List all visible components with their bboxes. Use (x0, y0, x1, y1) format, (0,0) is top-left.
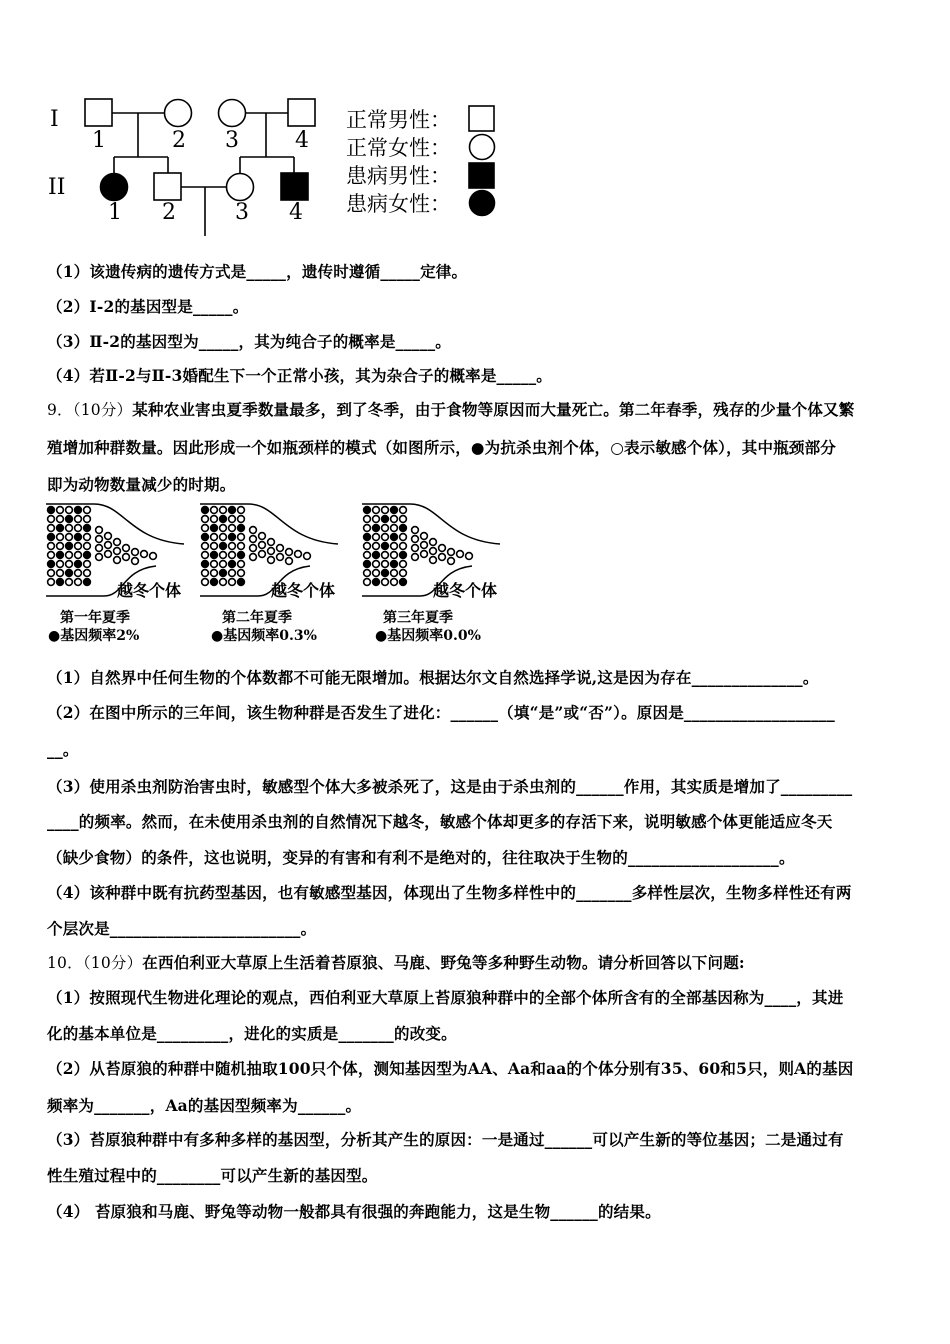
population-dot (364, 516, 371, 523)
q9-stem-line-3: 即为动物数量减少的时期。 (47, 475, 236, 494)
population-dot (382, 534, 389, 541)
population-dot (373, 507, 380, 514)
population-dot (430, 548, 437, 555)
population-dot (75, 570, 82, 577)
population-dot (268, 557, 275, 564)
population-dot (96, 545, 103, 552)
population-dot (220, 543, 227, 550)
population-dot (229, 552, 236, 559)
q10-item-2-cont: 频率为_______，Aa的基因型频率为______。 (47, 1096, 362, 1115)
population-dot (202, 525, 209, 532)
population-dot (202, 570, 209, 577)
population-dot (400, 525, 407, 532)
population-dot (211, 507, 218, 514)
population-dot (84, 570, 91, 577)
population-dot (48, 543, 55, 550)
gen-label-1: I (50, 107, 59, 132)
population-dot (229, 516, 236, 523)
population-dot (211, 552, 218, 559)
q8-item-4: （4）若Ⅱ-2与Ⅱ-3婚配生下一个正常小孩，其为杂合子的概率是_____。 (47, 366, 552, 385)
population-dot (412, 545, 419, 552)
population-dot (373, 534, 380, 541)
population-dot (75, 579, 82, 586)
population-dot (391, 561, 398, 568)
population-dot (268, 548, 275, 555)
fig2-season: 第二年夏季 (222, 610, 292, 626)
population-dot (295, 551, 302, 558)
population-dot (373, 525, 380, 532)
population-dot (211, 516, 218, 523)
population-dot (400, 507, 407, 514)
population-dot (75, 552, 82, 559)
population-dot (364, 507, 371, 514)
population-dot (373, 561, 380, 568)
population-dot (421, 551, 428, 558)
q10-item-2: （2）从苔原狼的种群中随机抽取100只个体，测知基因型为AA、Aa和aa的个体分别有35、60和5只，则A的基因 (47, 1059, 854, 1078)
population-dot (220, 507, 227, 514)
population-dot (457, 551, 464, 558)
population-dot (57, 516, 64, 523)
population-dot (238, 534, 245, 541)
population-dot (229, 579, 236, 586)
population-dot (105, 542, 112, 549)
population-dot (48, 579, 55, 586)
population-dot (57, 534, 64, 541)
population-dot (84, 543, 91, 550)
population-dot (391, 579, 398, 586)
gen1-male-4 (288, 99, 315, 126)
q10-number: 10．（10分） (47, 954, 143, 972)
population-dot (211, 561, 218, 568)
population-dot (277, 545, 284, 552)
population-dot (220, 570, 227, 577)
population-dot (84, 552, 91, 559)
population-dot (123, 554, 130, 561)
population-dot (220, 516, 227, 523)
fig2-winter-label: 越冬个体 (271, 581, 336, 600)
population-dot (229, 570, 236, 577)
q9-item-3-cont-1: ____的频率。然而，在未使用杀虫剂的自然情况下越冬，敏感个体却更多的存活下来，说明敏感个体更能适应冬天 (47, 812, 833, 831)
population-dot (382, 543, 389, 550)
population-dot (66, 552, 73, 559)
population-dot (229, 507, 236, 514)
population-dot (84, 579, 91, 586)
legend-label-2: 正常女性： (346, 136, 451, 160)
population-dot (105, 533, 112, 540)
population-dot (382, 552, 389, 559)
population-dot (364, 570, 371, 577)
population-dot (57, 525, 64, 532)
population-dot (96, 527, 103, 534)
population-dot (382, 570, 389, 577)
population-dot (364, 543, 371, 550)
population-dot (412, 554, 419, 561)
q10-item-4: （4） 苔原狼和马鹿、野兔等动物一般都具有很强的奔跑能力，这是生物______的结果。 (47, 1202, 661, 1221)
population-dot (364, 552, 371, 559)
population-dot (211, 543, 218, 550)
population-dot (430, 557, 437, 564)
population-dot (57, 561, 64, 568)
population-dot (96, 536, 103, 543)
population-dot (259, 542, 266, 549)
fig1-freq: ●基因频率2% (48, 628, 140, 644)
population-dot (66, 516, 73, 523)
population-dot (373, 516, 380, 523)
population-dot (238, 561, 245, 568)
population-dot (211, 534, 218, 541)
population-dot (238, 516, 245, 523)
gen2-female-3 (227, 174, 254, 201)
population-dot (391, 543, 398, 550)
legend-label-4: 患病女性： (346, 192, 451, 216)
population-dot (400, 561, 407, 568)
population-dot (364, 579, 371, 586)
population-dot (364, 525, 371, 532)
population-dot (400, 543, 407, 550)
population-dot (238, 552, 245, 559)
svg-text:3: 3 (235, 200, 249, 225)
population-dot (382, 507, 389, 514)
population-dot (75, 525, 82, 532)
population-dot (48, 534, 55, 541)
q10-item-3: （3）苔原狼种群中有多种多样的基因型，分析其产生的原因：一是通过______可以产生新的等位基因；二是通过有 (47, 1130, 844, 1149)
population-dot (66, 525, 73, 532)
population-dot (400, 516, 407, 523)
fig3-season: 第三年夏季 (383, 610, 453, 626)
population-dot (84, 534, 91, 541)
population-dot (66, 579, 73, 586)
gen1-female-2 (165, 100, 192, 127)
population-dot (439, 554, 446, 561)
q9-item-3-cont-2: （缺少食物）的条件，这也说明，变异的有害和有利不是绝对的，往往取决于生物的___________________。 (47, 848, 795, 867)
population-dot (238, 543, 245, 550)
fig2-freq: ●基因频率0.3% (211, 628, 317, 644)
population-dot (229, 534, 236, 541)
population-dot (220, 579, 227, 586)
population-dot (114, 557, 121, 564)
population-dot (229, 543, 236, 550)
population-dot (150, 553, 157, 560)
population-dot (202, 561, 209, 568)
population-dot (250, 545, 257, 552)
population-dot (75, 516, 82, 523)
gen1-male-1 (85, 99, 112, 126)
svg-text:1: 1 (108, 200, 122, 225)
population-dot (229, 525, 236, 532)
q8-item-3: （3）Ⅱ-2的基因型为_____，其为纯合子的概率是_____。 (47, 332, 451, 351)
population-dot (84, 516, 91, 523)
legend-square-filled (469, 163, 494, 188)
population-dot (400, 552, 407, 559)
svg-text:1: 1 (92, 128, 106, 153)
legend-square-open (469, 106, 494, 131)
population-dot (268, 539, 275, 546)
population-dot (66, 534, 73, 541)
population-dot (382, 579, 389, 586)
population-dot (66, 543, 73, 550)
svg-text:4: 4 (295, 128, 309, 153)
population-dot (229, 561, 236, 568)
population-dot (220, 552, 227, 559)
fig3-winter-label: 越冬个体 (433, 581, 498, 600)
population-dot (238, 525, 245, 532)
q10-stem: 10．（10分）在西伯利亚大草原上生活着苔原狼、马鹿、野兔等多种野生动物。请分析回答以下问题: (47, 953, 745, 972)
q9-item-2: （2）在图中所示的三年间，该生物种群是否发生了进化：______（填“是”或“否”）。原因是___________________ (47, 703, 835, 722)
population-dot (448, 549, 455, 556)
population-dot (202, 543, 209, 550)
population-dot (412, 536, 419, 543)
population-dot (84, 507, 91, 514)
population-dot (57, 507, 64, 514)
population-dot (466, 553, 473, 560)
population-dot (48, 507, 55, 514)
population-dot (400, 570, 407, 577)
population-dot (211, 525, 218, 532)
population-dot (238, 507, 245, 514)
population-dot (373, 552, 380, 559)
population-dot (66, 561, 73, 568)
population-dot (84, 525, 91, 532)
population-dot (57, 570, 64, 577)
q9-number: 9．（10分） (47, 401, 133, 419)
population-dot (382, 525, 389, 532)
population-dot (373, 543, 380, 550)
q9-stem-line-1: 9．（10分）某种农业害虫夏季数量最多，到了冬季，由于食物等原因而大量死亡。第二年春季，残存的少量个体又繁 (47, 400, 855, 419)
population-dot (48, 516, 55, 523)
population-dot (220, 525, 227, 532)
population-dot (439, 545, 446, 552)
population-dot (391, 507, 398, 514)
q8-item-1: （1）该遗传病的遗传方式是_____，遗传时遵循_____定律。 (47, 262, 468, 281)
svg-text:3: 3 (225, 128, 239, 153)
population-dot (286, 558, 293, 565)
population-dot (364, 561, 371, 568)
population-dot (75, 561, 82, 568)
gen2-affected-female-1 (101, 174, 128, 201)
population-dot (277, 554, 284, 561)
population-dot (220, 561, 227, 568)
q10-item-3-cont: 性生殖过程中的________可以产生新的基因型。 (47, 1166, 378, 1185)
population-dot (238, 579, 245, 586)
population-dot (286, 549, 293, 556)
population-dot (430, 539, 437, 546)
population-dot (220, 534, 227, 541)
population-dot (400, 534, 407, 541)
population-dot (250, 527, 257, 534)
gen2-male-2 (154, 173, 181, 200)
population-dot (48, 552, 55, 559)
population-dot (75, 543, 82, 550)
q9-item-4-cont: 个层次是________________________。 (47, 919, 317, 938)
population-dot (132, 549, 139, 556)
population-dot (96, 554, 103, 561)
population-dot (211, 570, 218, 577)
population-dot (421, 533, 428, 540)
population-dot (66, 507, 73, 514)
population-dot (202, 516, 209, 523)
population-dot (259, 551, 266, 558)
legend-label-3: 患病男性： (346, 164, 451, 188)
population-dot (202, 552, 209, 559)
fig1-season: 第一年夏季 (60, 610, 130, 626)
population-dot (132, 558, 139, 565)
population-dot (304, 553, 311, 560)
population-dot (57, 552, 64, 559)
population-dot (57, 543, 64, 550)
population-dot (114, 548, 121, 555)
population-dot (421, 542, 428, 549)
population-dot (141, 551, 148, 558)
population-dot (202, 507, 209, 514)
population-dot (412, 527, 419, 534)
legend-circle-filled (470, 191, 495, 216)
q9-item-3: （3）使用杀虫剂防治害虫时，敏感型个体大多被杀死了，这是由于杀虫剂的______作用，其实质是增加了_________ (47, 777, 853, 796)
population-dot (123, 545, 130, 552)
population-dot (84, 561, 91, 568)
population-dot (75, 534, 82, 541)
population-dot (391, 570, 398, 577)
q10-item-1: （1）按照现代生物进化理论的观点，西伯利亚大草原上苔原狼种群中的全部个体所含有的全部基因称为____，其进 (47, 988, 844, 1007)
fig1-winter-label: 越冬个体 (117, 581, 182, 600)
population-dot (238, 570, 245, 577)
legend-circle-open (470, 135, 495, 160)
population-dot (250, 554, 257, 561)
population-dot (48, 570, 55, 577)
population-dot (202, 579, 209, 586)
population-dot (382, 516, 389, 523)
q10-item-1-cont: 化的基本单位是_________，进化的实质是_______的改变。 (47, 1024, 457, 1043)
population-dot (259, 533, 266, 540)
population-dot (57, 579, 64, 586)
population-dot (105, 551, 112, 558)
population-dot (391, 552, 398, 559)
population-dot (391, 534, 398, 541)
population-dot (364, 534, 371, 541)
population-dot (391, 516, 398, 523)
svg-text:2: 2 (172, 128, 186, 153)
population-dot (202, 534, 209, 541)
population-dot (66, 570, 73, 577)
svg-text:2: 2 (162, 200, 176, 225)
pedigree-chart (40, 92, 520, 242)
population-dot (391, 525, 398, 532)
q9-item-2-cont: __。 (47, 740, 79, 759)
gen-label-2: II (48, 175, 66, 200)
q9-stem-line-2: 殖增加种群数量。因此形成一个如瓶颈样的模式（如图所示，●为抗杀虫剂个体，○表示敏感个体），其中瓶颈部分 (47, 438, 837, 457)
gen2-affected-male-4 (281, 173, 308, 200)
q8-item-2: （2）Ⅰ-2的基因型是_____。 (47, 297, 249, 316)
fig3-freq: ●基因频率0.0% (375, 628, 481, 644)
q9-item-4: （4）该种群中既有抗药型基因，也有敏感型基因，体现出了生物多样性中的_______多样性层次，生物多样性还有两 (47, 883, 852, 902)
population-dot (114, 539, 121, 546)
legend-label-1: 正常男性： (346, 108, 451, 132)
population-dot (400, 579, 407, 586)
population-dot (211, 579, 218, 586)
population-dot (250, 536, 257, 543)
population-dot (382, 561, 389, 568)
population-dot (373, 579, 380, 586)
population-dot (373, 570, 380, 577)
q9-item-1: （1）自然界中任何生物的个体数都不可能无限增加。根据达尔文自然选择学说,这是因为存在______________。 (47, 668, 819, 687)
population-dot (75, 507, 82, 514)
gen1-female-3 (219, 100, 246, 127)
population-dot (48, 561, 55, 568)
svg-text:4: 4 (289, 200, 303, 225)
population-dot (48, 525, 55, 532)
population-dot (448, 558, 455, 565)
